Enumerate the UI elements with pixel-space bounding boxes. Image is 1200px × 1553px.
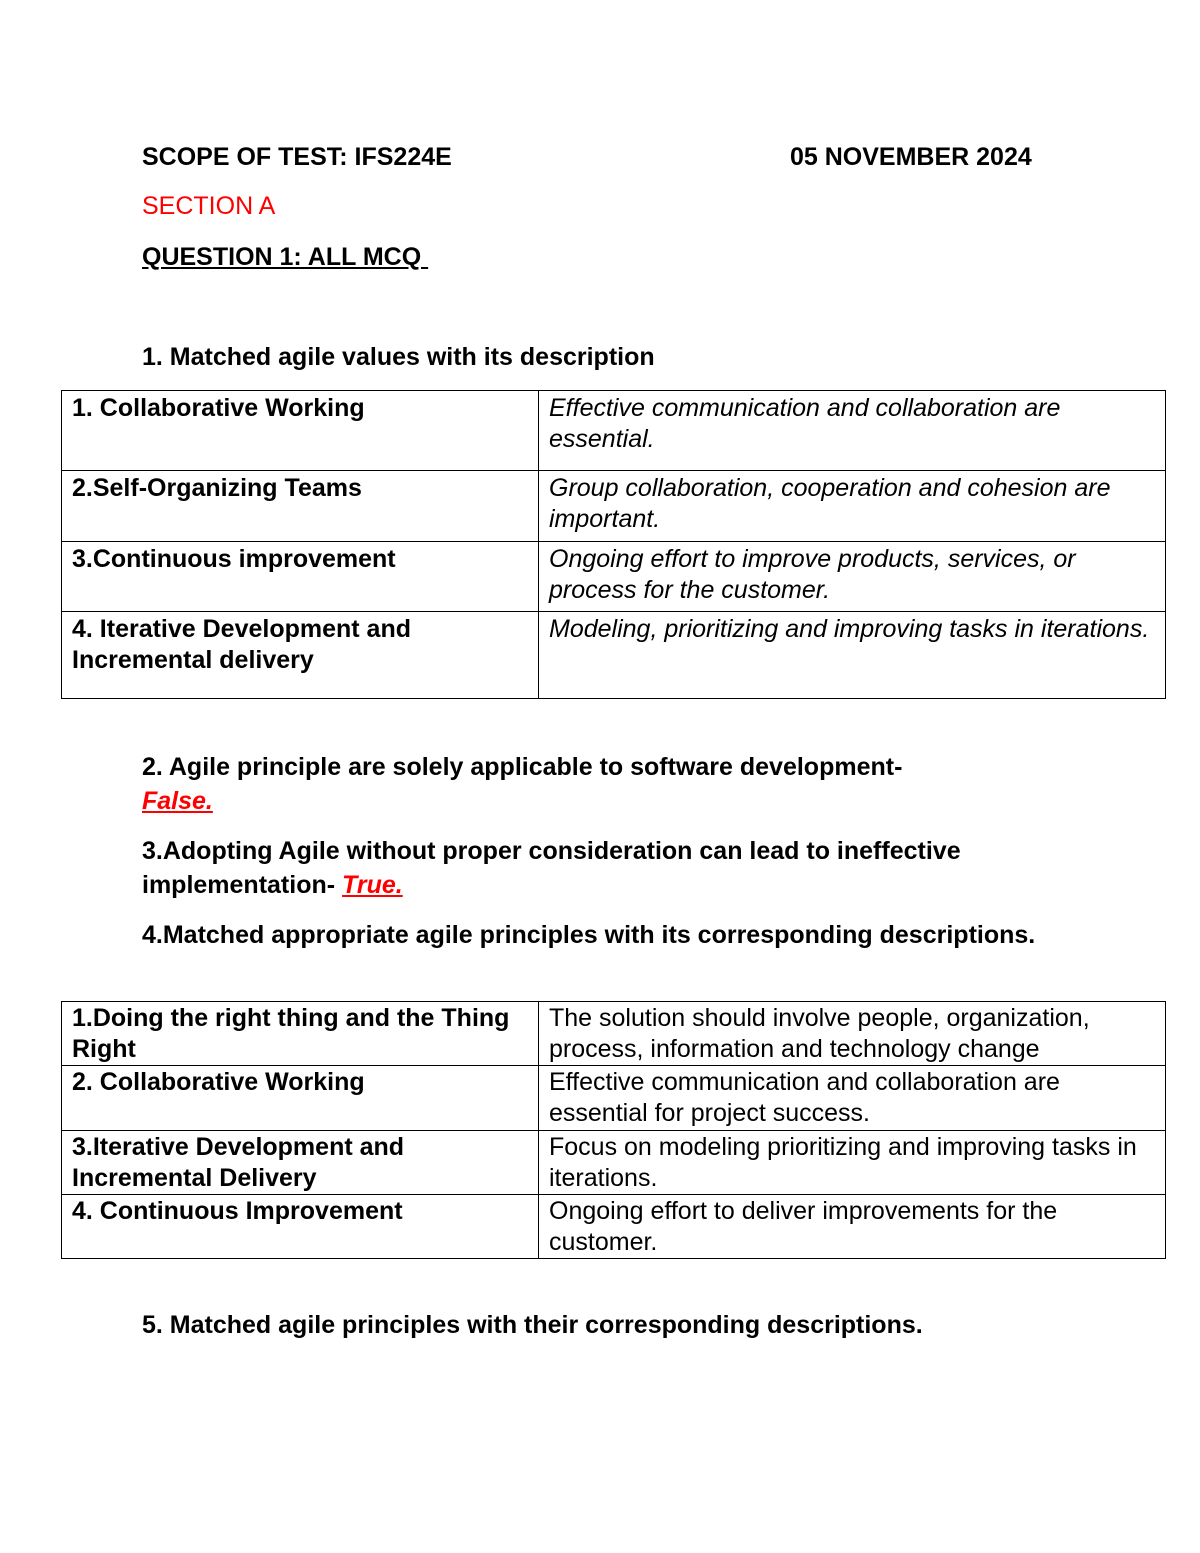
description-cell: Effective communication and collaboration are essential for project success. [539,1066,1166,1131]
description-cell: The solution should involve people, organization, process, information and technology change [539,1002,1166,1066]
description-cell: Group collaboration, cooperation and cohesion are important. [539,471,1166,542]
term-cell: 2.Self-Organizing Teams [62,471,539,542]
test-scope-heading: SCOPE OF TEST: IFS224E [142,143,452,171]
term-cell: 1. Collaborative Working [62,391,539,471]
agile-principles-table [61,1001,1166,1259]
term-cell: 2. Collaborative Working [62,1066,539,1131]
question-item-5: 5. Matched agile principles with their corresponding descriptions. [142,1311,923,1339]
term-cell: 1.Doing the right thing and the Thing Right [62,1002,539,1066]
table-row [62,471,1166,542]
description-cell: Focus on modeling prioritizing and improving tasks in iterations. [539,1131,1166,1195]
question-item-2 [142,750,1042,818]
table-row [62,1066,1166,1131]
table-row [62,1195,1166,1259]
question-heading: QUESTION 1: ALL MCQ [142,243,429,271]
question-item-1: 1. Matched agile values with its description [142,343,655,371]
table-row [62,612,1166,699]
question-text: 2. Agile principle are solely applicable to software development- [142,753,903,781]
description-cell: Modeling, prioritizing and improving tasks in iterations. [539,612,1166,699]
term-cell: 3.Continuous improvement [62,542,539,612]
question-item-3 [142,834,1102,902]
answer-text: False. [142,787,213,815]
term-cell: 4. Continuous Improvement [62,1195,539,1259]
agile-values-table [61,390,1166,699]
term-cell: 4. Iterative Development and Incremental delivery [62,612,539,699]
answer-text: True. [342,871,403,899]
table-row [62,1131,1166,1195]
table-row [62,391,1166,471]
question-item-4: 4.Matched appropriate agile principles with its corresponding descriptions. [142,921,1036,949]
description-cell: Ongoing effort to improve products, services, or process for the customer. [539,542,1166,612]
question-text: 3.Adopting Agile without proper consideration can lead to ineffective implementation- [142,837,961,899]
description-cell: Effective communication and collaboration are essential. [539,391,1166,471]
table-row [62,542,1166,612]
table-row [62,1002,1166,1066]
section-heading: SECTION A [142,192,276,220]
term-cell: 3.Iterative Development and Incremental Delivery [62,1131,539,1195]
test-date: 05 NOVEMBER 2024 [790,143,1032,171]
description-cell: Ongoing effort to deliver improvements for the customer. [539,1195,1166,1259]
